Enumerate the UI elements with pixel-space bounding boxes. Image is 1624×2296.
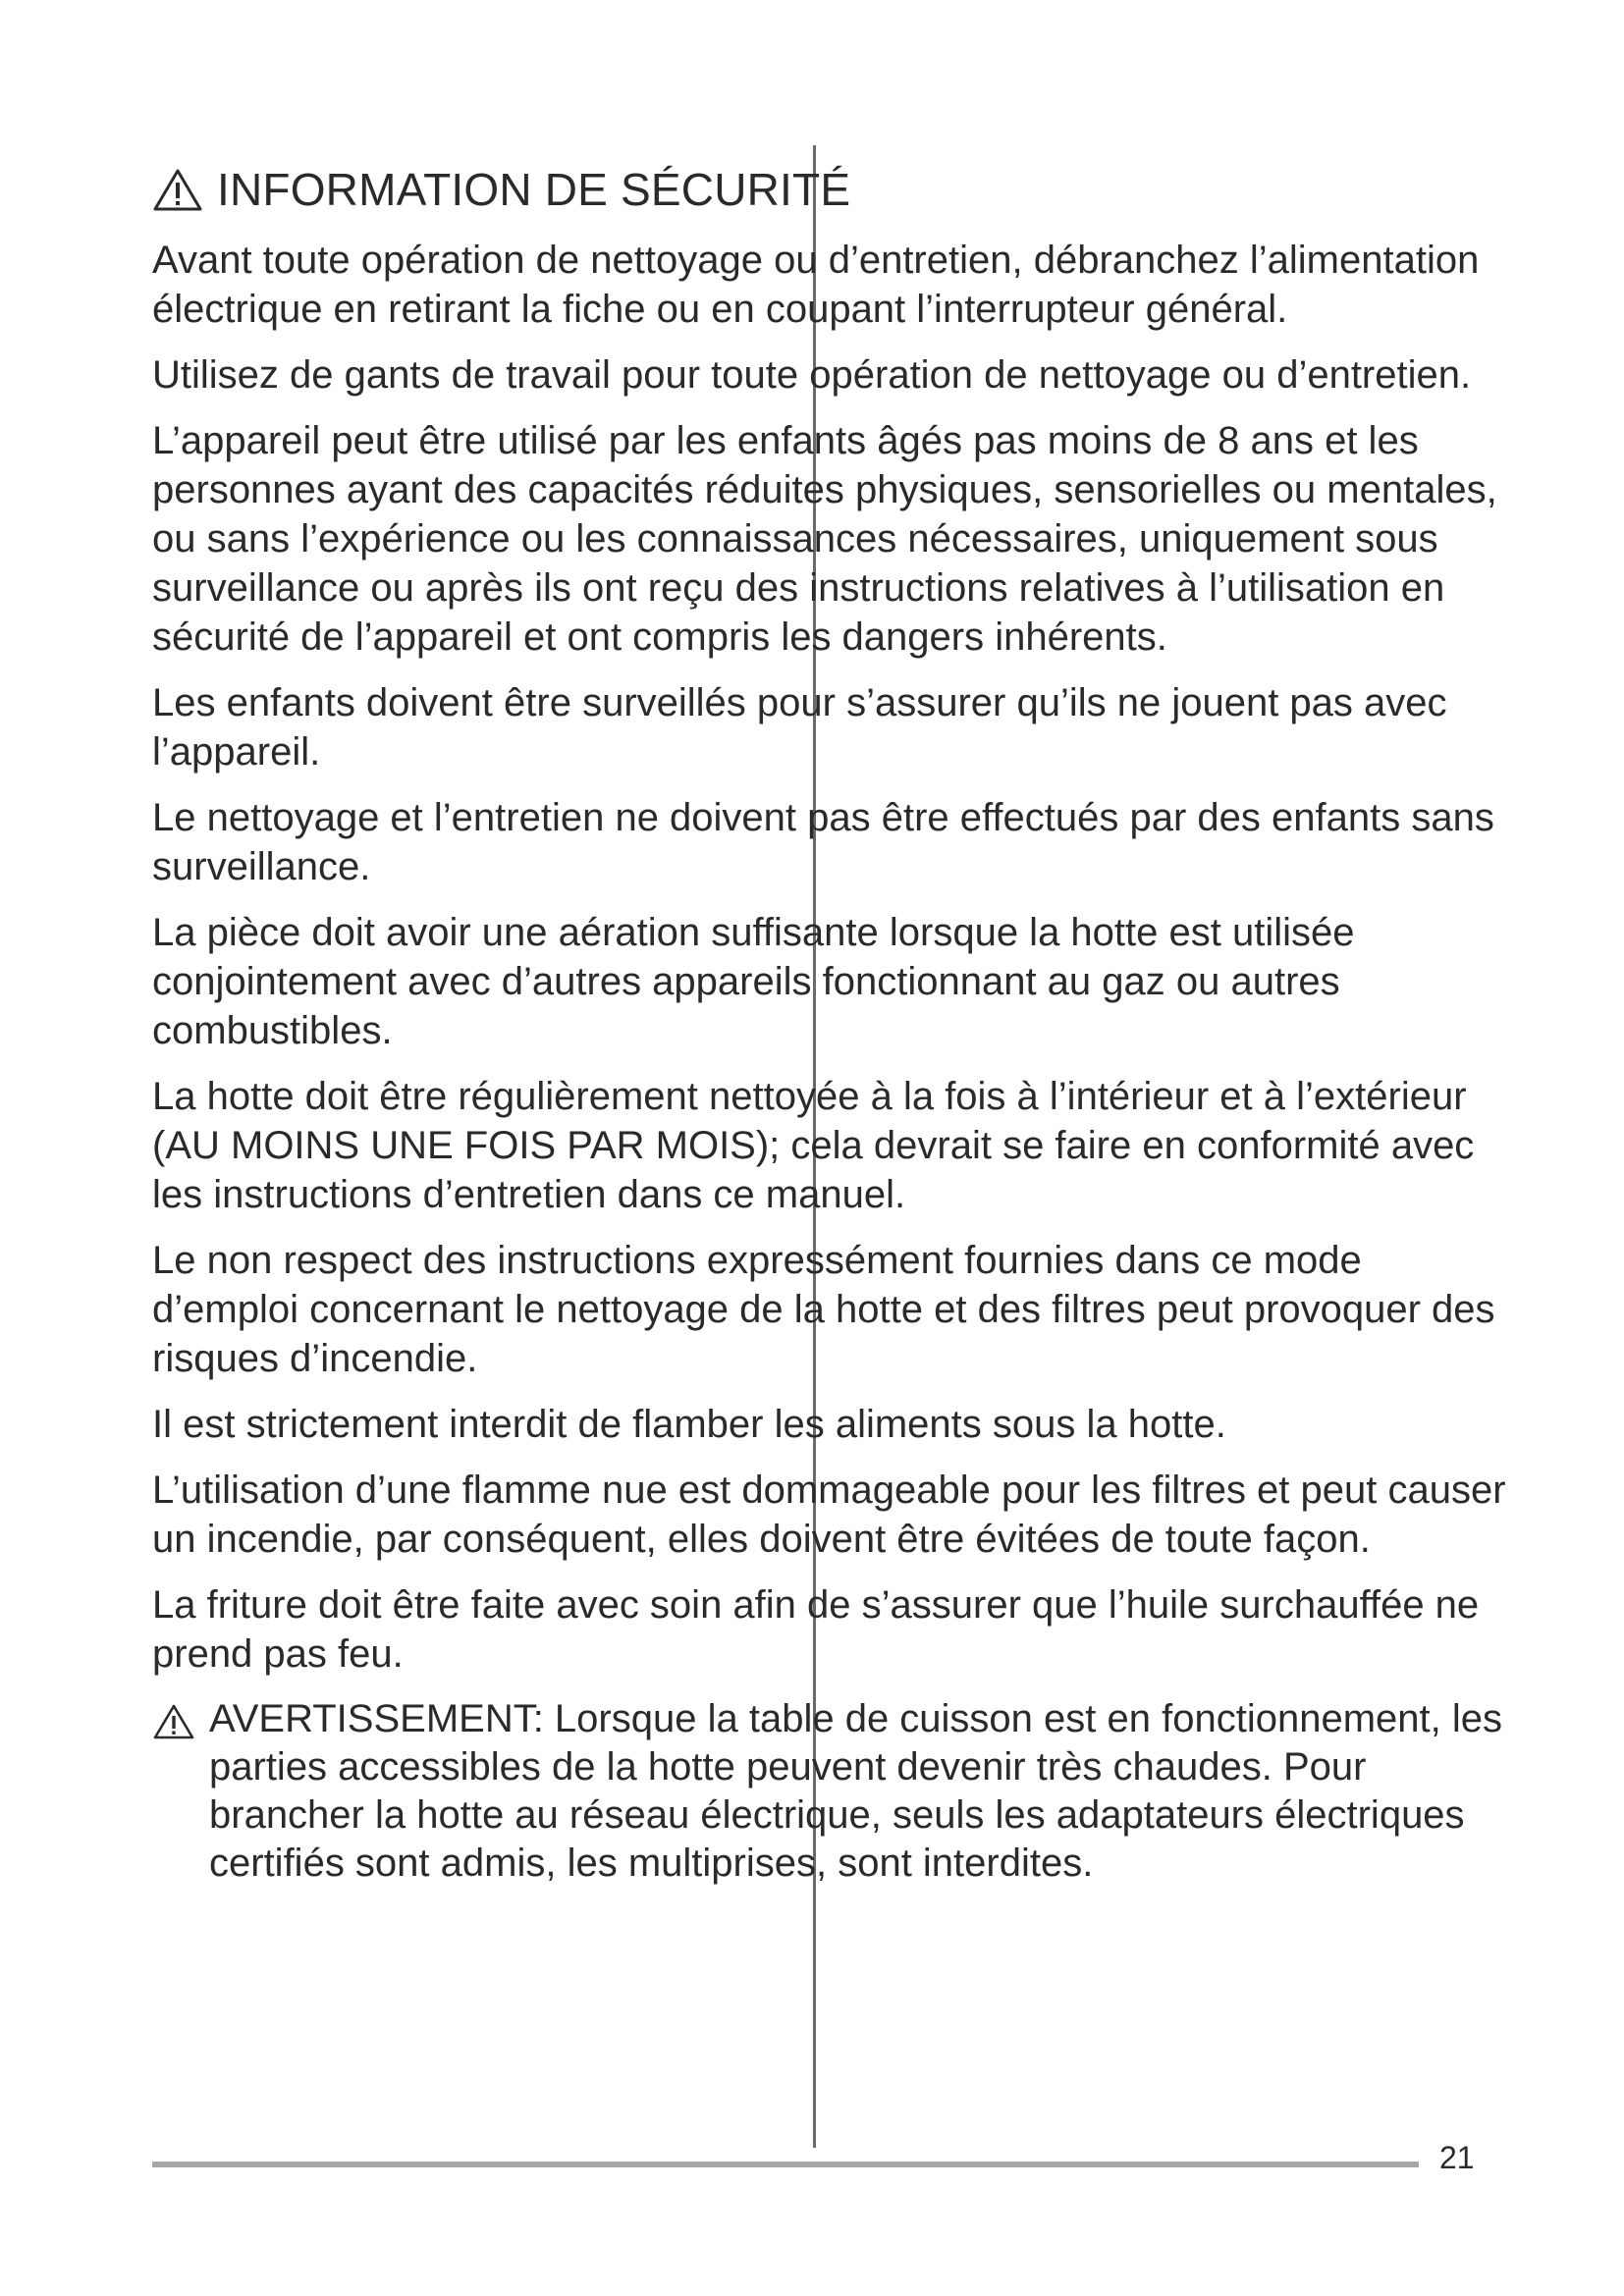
paragraph-power-disconnect: Avant toute opération de nettoyage ou d’entretien, débranchez l’alimentation électrique en retirant la fiche ou en coupant l’interrupteur général.: [152, 239, 1480, 331]
warning-text: AVERTISSEMENT: Lorsque la table de cuisson est en fonctionnement, les parties accessibles de la hotte peuvent devenir très chaudes. Pour brancher la hotte au réseau électrique, seuls les adaptateurs électriques certifiés sont admis, les multiprises, sont interdites.: [209, 1697, 1502, 1885]
paragraph-fire-risk: Le non respect des instructions expressément fournies dans ce mode d’emploi concernant le nettoyage de la hotte et des filtres peut provoquer des risques d’incendie.: [152, 1239, 1495, 1380]
paragraph-children-supervision: Les enfants doivent être surveillés pour s’assurer qu’ils ne jouent pas avec l’appareil.: [152, 681, 1447, 774]
paragraph-frying: La friture doit être faite avec soin afin de s’assurer que l’huile surchauffée ne prend pas feu.: [152, 1583, 1480, 1676]
paragraph-flambe-forbidden: Il est strictement interdit de flamber les aliments sous la hotte.: [152, 1403, 1226, 1446]
paragraph-cleaning-children: Le nettoyage et l’entretien ne doivent pas être effectués par des enfants sans surveillance.: [152, 796, 1494, 888]
footer-rule: [152, 2162, 1419, 2167]
paragraph-ventilation: La pièce doit avoir une aération suffisante lorsque la hotte est utilisée conjointement avec d’autres appareils fonctionnant au gaz ou autres combustibles.: [152, 911, 1355, 1052]
warning-triangle-icon: [152, 1703, 195, 1740]
paragraph-open-flame: L’utilisation d’une flamme nue est dommageable pour les filtres et peut causer un incendie, par conséquent, elles doivent être évitées de toute façon.: [152, 1468, 1506, 1561]
warning-triangle-icon: [152, 167, 203, 212]
paragraph-gloves: Utilisez de gants de travail pour toute opération de nettoyage ou d’entretien.: [152, 353, 1472, 397]
page-number: 21: [1439, 2140, 1475, 2175]
paragraph-children-usage: L’appareil peut être utilisé par les enfants âgés pas moins de 8 ans et les personnes ayant des capacités réduites physiques, sensorielles ou mentales, ou sans l’expérience ou les connaissances nécessaires, uniquement sous surveillance ou après ils ont reçu des instructions relatives à l’utilisation en sécurité de l’appareil et ont compris les dangers inhérents.: [152, 419, 1497, 659]
section-heading: [152, 163, 850, 216]
section-title: INFORMATION DE SÉCURITÉ: [217, 164, 851, 215]
warning-block: [152, 1695, 1507, 1888]
body-text: [152, 236, 1507, 1888]
paragraph-regular-cleaning: La hotte doit être régulièrement nettoyée à la fois à l’intérieur et à l’extérieur (AU MOINS UNE FOIS PAR MOIS); cela devrait se faire en conformité avec les instructions d’entretien dans ce manuel.: [152, 1075, 1475, 1216]
